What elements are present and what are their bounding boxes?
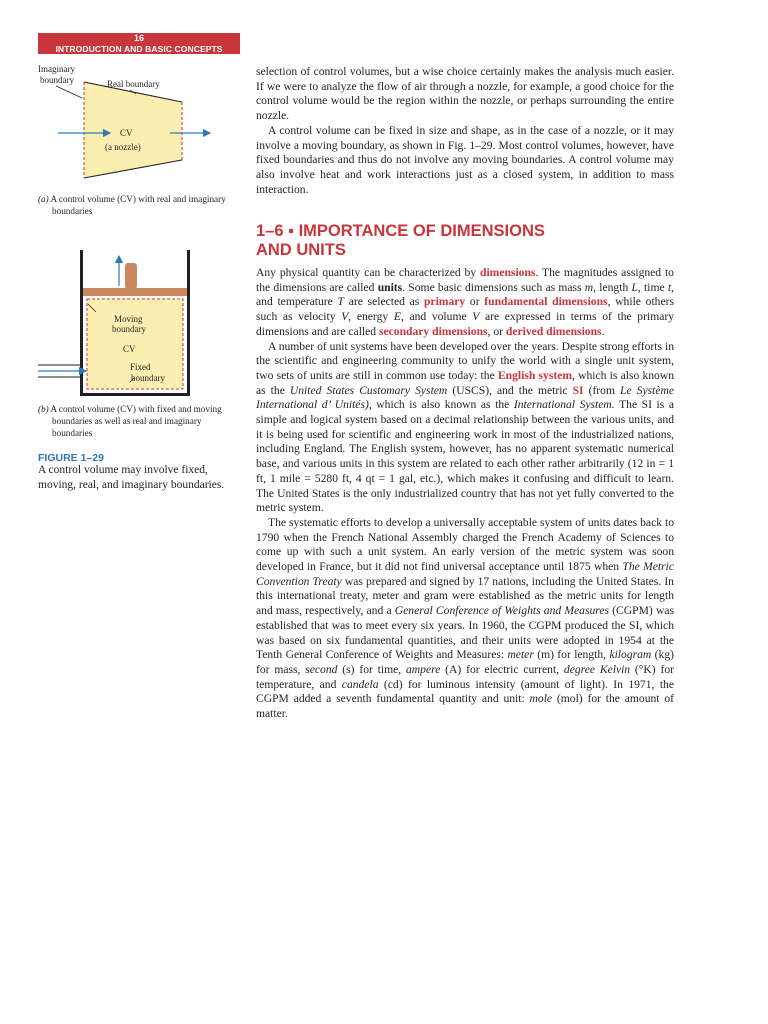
label-imaginary-boundary: boundary <box>40 75 74 85</box>
piston-head <box>83 288 187 296</box>
intro-text <box>256 65 674 197</box>
label-fixed: Fixed <box>130 362 151 372</box>
intro-paragraph-1: selection of control volumes, but a wise choice certainly makes the analysis much easier. If we were to analyze the flow of air through a nozzle, for example, a good choice for the control volume would be the region within the nozzle, or perhaps surrounding the entire nozzle. <box>256 65 674 123</box>
piston-rod <box>125 263 137 289</box>
caption-a: (a) A control volume (CV) with real and imaginary boundaries <box>38 194 226 216</box>
figure-caption: A control volume may involve fixed, moving, real, and imaginary boundaries. <box>38 464 225 491</box>
intro-paragraph-2: A control volume can be fixed in size and shape, as in the case of a nozzle, or it may involve a moving boundary, as shown in Fig. 1–29. Most control volumes, however, have fixed boundaries and thus do not involve any moving boundaries. A control volume may also involve heat and work interactions just as a closed system, in addition to mass interaction. <box>256 123 674 196</box>
caption-b: (b) A control volume (CV) with fixed and moving boundaries as well as real and imaginary boundaries <box>38 404 222 438</box>
label-cv: CV <box>120 128 133 138</box>
label-moving: Moving <box>114 314 143 324</box>
nozzle-cv-region <box>84 82 182 178</box>
label-piston-cv: CV <box>123 344 136 354</box>
paragraph-history: The systematic efforts to develop a universally acceptable system of units dates back to 1790 when the French National Assembly charged the French Academy of Sciences to come up with such a unit system. An early version of the metric system was soon developed in France, but it did not find universal acceptance until 1875 when The Metric Convention Treaty was prepared and signed by 17 nations, including the United States. In this international treaty, meter and gram were established as the metric units for length and mass, respectively, and a General Conference of Weights and Measures (CGPM) was established that was to meet every six years. In 1960, the CGPM produced the SI, which was based on six fundamental quantities, and their units were adopted in 1954 at the Tenth General Conference of Weights and Measures: meter (m) for length, kilogram (kg) for mass, second (s) for time, ampere (A) for electric current, degree Kelvin (°K) for temperature, and candela (cd) for luminous intensity (amount of light). In 1971, the CGPM added a seventh fundamental quantity and unit: mole (mol) for the amount of matter. <box>256 515 674 721</box>
cylinder-wall-bottom <box>80 393 190 396</box>
figure-label: FIGURE 1–29 <box>38 452 104 464</box>
label-fixed-boundary: boundary <box>131 373 165 383</box>
page-number: 16 <box>133 33 144 43</box>
section-body <box>256 266 674 722</box>
label-imaginary: Imaginary <box>38 64 75 74</box>
label-moving-boundary: boundary <box>112 324 146 334</box>
cylinder-wall-left <box>80 250 83 396</box>
paragraph-unit-systems: A number of unit systems have been developed over the years. Despite strong efforts in the scientific and engineering community to unify the world with a single unit system, two sets of units are still in common use today: the English system, which is also known as the United States Customary System (USCS), and the metric SI (from Le Système International d’ Unités), which is also known as the International System. The SI is a simple and logical system based on a decimal relationship between the various units, and it is being used for scientific and engineering work in most of the industrialized nations, including England. The English system, however, has no apparent systematic numerical base, and various units in this system are related to each other rather arbitrarily (12 in = 1 ft, 1 mile = 5280 ft, 4 qt = 1 gal, etc.), which makes it confusing and difficult to learn. The United States is the only industrialized country that has not yet fully converted to the metric system. <box>256 339 675 515</box>
piston-cylinder-diagram <box>30 236 240 400</box>
nozzle-diagram <box>30 60 240 192</box>
label-cv-nozzle: (a nozzle) <box>105 142 141 152</box>
label-real-boundary: Real boundary <box>107 79 160 89</box>
section-heading: 1–6 ▪ IMPORTANCE OF DIMENSIONS AND UNITS <box>256 222 545 259</box>
cylinder-wall-right <box>187 250 190 396</box>
paragraph-dimensions: Any physical quantity can be characterized by dimensions. The magnitudes assigned to the dimensions are called units. Some basic dimensions such as mass m, length L, time t, and temperature T are selected as primary or fundamental dimensions, while others such as velocity V, energy E, and volume V are expressed in terms of the primary dimensions and are called secondary dimensions, or derived dimensions. <box>256 266 675 338</box>
running-head: INTRODUCTION AND BASIC CONCEPTS <box>55 44 223 54</box>
